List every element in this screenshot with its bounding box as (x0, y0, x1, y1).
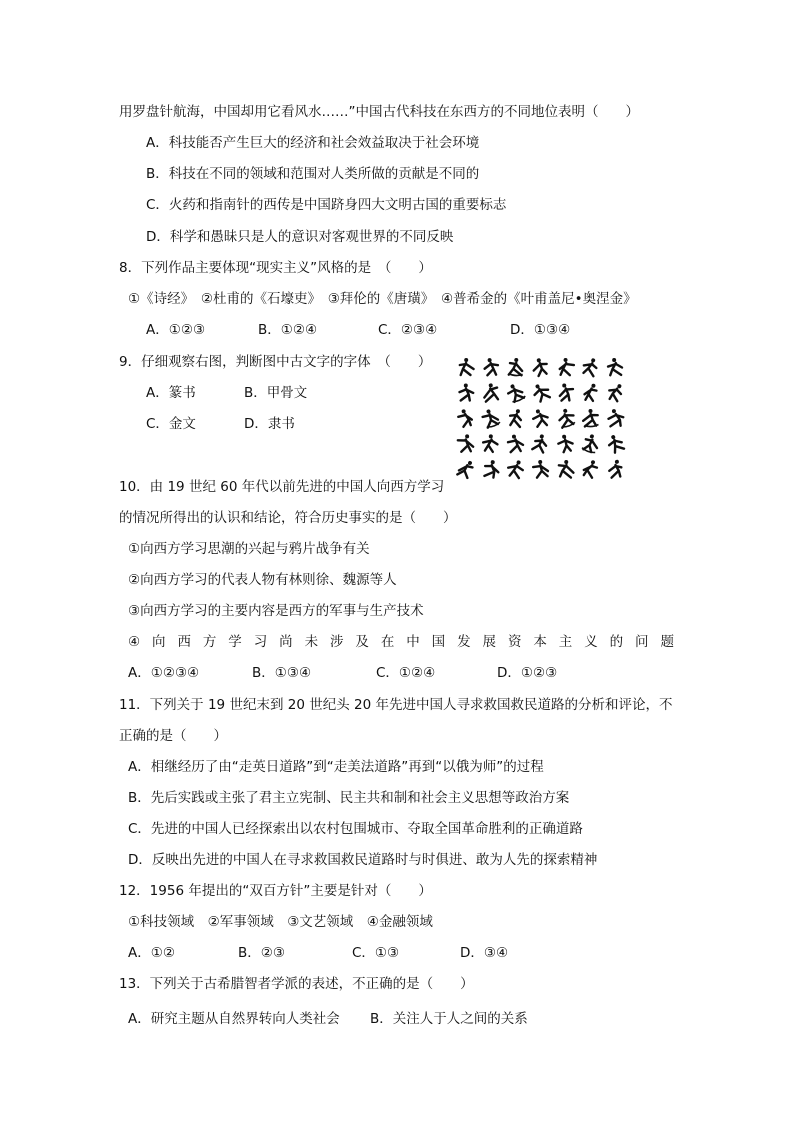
q10-s4-char: 西 (177, 634, 191, 650)
pictogram-glyph (608, 409, 624, 427)
pictogram-glyph (606, 433, 625, 454)
q10-s4-char: 问 (635, 634, 649, 650)
q10-s4-char: 未 (304, 634, 319, 650)
q9-option-d: D．隶书 (244, 416, 295, 432)
pictogram-glyph (558, 459, 575, 478)
q10-stem-line1: 10．由 19 世纪 60 年代以前先进的中国人向西方学习 (119, 479, 445, 495)
pictogram-glyph (507, 434, 523, 452)
pictogram-glyph (556, 407, 576, 428)
pictogram-glyph (460, 384, 474, 401)
q7-option-d: D．科学和愚昧只是人的意识对客观世界的不同反映 (146, 229, 454, 245)
ancient-script-pictogram-figure (456, 356, 636, 486)
q10-option-c: C．①②④ (376, 665, 436, 681)
q13-option-a: A．研究主题从自然界转向人类社会 (128, 1011, 340, 1027)
q8-option-b: B．①②④ (258, 322, 318, 338)
q13-stem: 13．下列关于古希腊智者学派的表述，不正确的是（ ） (119, 976, 474, 992)
q10-statement-2: ②向西方学习的代表人物有林则徐、魏源等人 (128, 572, 397, 588)
pictogram-glyph (607, 382, 624, 402)
pictogram-glyph (506, 458, 525, 478)
q10-s4-char: 的 (609, 634, 624, 650)
q9-option-a: A．篆书 (146, 385, 196, 401)
q8-items: ①《诗经》 ②杜甫的《石壕吏》 ③拜伦的《唐璜》 ④普希金的《叶甫盖尼•奥涅金》 (128, 291, 637, 307)
q10-s4-char: 主 (558, 634, 573, 650)
pictogram-glyph (581, 356, 599, 376)
pictogram-glyph (481, 407, 501, 428)
pictogram-glyph (483, 459, 500, 478)
q7-option-b: B．科技在不同的领域和范围对人类所做的贡献是不同的 (146, 166, 480, 182)
q11-option-c: C．先进的中国人已经探索出以农村包围城市、夺取全国革命胜利的正确道路 (128, 821, 583, 837)
q10-s4-char: 方 (202, 634, 217, 650)
pictogram-glyph (532, 459, 548, 478)
pictogram-glyph (608, 459, 623, 478)
pictogram-glyph (460, 358, 474, 375)
pictogram-glyph (457, 458, 474, 478)
q10-s4-char: 发 (457, 634, 471, 650)
q10-statement-1: ①向西方学习思潮的兴起与鸦片战争有关 (128, 541, 370, 557)
pictogram-glyph (608, 358, 622, 375)
pictogram-glyph (531, 357, 549, 377)
q11-stem-line1: 11．下列关于 19 世纪末到 20 世纪头 20 年先进中国人寻求救国救民道路的分析和评论，不 (119, 697, 673, 713)
q10-s4-char: 习 (253, 634, 268, 650)
q10-s4-char: 本 (533, 634, 547, 650)
pictogram-glyph (559, 383, 573, 400)
q12-option-b: B．②③ (238, 945, 285, 961)
q10-s4-char: 题 (660, 634, 674, 650)
pictogram-glyph (532, 408, 549, 427)
pictogram-glyph (508, 408, 523, 427)
q10-s4-char: 资 (507, 634, 522, 650)
q7-option-c: C．火药和指南针的西传是中国跻身四大文明古国的重要标志 (146, 197, 507, 213)
pictogram-glyph (582, 433, 601, 454)
q7-option-a: A．科技能否产生巨大的经济和社会效益取决于社会环境 (146, 135, 480, 151)
pictogram-glyph (557, 433, 574, 453)
q10-s4-char: 涉 (329, 634, 344, 650)
q7-stem: 用罗盘针航海，中国却用它看风水……”中国古代科技在东西方的不同地位表明（ ） (119, 104, 639, 120)
q10-s4-char: 及 (355, 634, 369, 650)
q10-stem-line2: 的情况所得出的认识和结论，符合历史事实的是（ ） (119, 510, 457, 526)
q10-s4-char: 尚 (279, 634, 293, 650)
q10-s4-char: 展 (482, 634, 497, 650)
pictogram-glyph (509, 358, 524, 376)
pictogram-glyph (582, 458, 598, 478)
q9-option-c: C．金文 (146, 416, 196, 432)
q10-option-b: B．①③④ (252, 665, 312, 681)
q12-option-c: C．①③ (352, 945, 400, 961)
pictogram-glyph (531, 381, 551, 403)
pictogram-glyph (458, 434, 474, 452)
q12-option-a: A．①② (128, 945, 175, 961)
q9-stem: 9．仔细观察右图，判断图中古文字的字体 （ ） (119, 354, 432, 370)
q11-stem-line2: 正确的是（ ） (119, 728, 227, 744)
pictogram-glyph (457, 408, 473, 427)
q10-s4-char: 学 (228, 634, 242, 650)
q9-option-b: B．甲骨文 (244, 385, 308, 401)
q10-s4-char: 在 (380, 634, 395, 650)
pictogram-glyph (532, 433, 549, 453)
q10-s4-char: 向 (152, 634, 166, 650)
q8-option-d: D．①③④ (510, 322, 571, 338)
q10-option-a: A．①②③④ (128, 665, 200, 681)
q11-option-d: D．反映出先进的中国人在寻求救国救民道路时与时俱进、敢为人先的探索精神 (128, 852, 598, 868)
q8-option-a: A．①②③ (146, 322, 206, 338)
q10-s4-char: 义 (584, 634, 598, 650)
q10-statement-4 (128, 633, 674, 651)
pictogram-glyph (584, 383, 598, 401)
pictogram-glyph (505, 381, 525, 403)
q10-s4-char: ④ (128, 634, 141, 650)
pictogram-glyph (560, 358, 575, 375)
pictogram-glyph (582, 409, 598, 428)
q11-option-a: A．相继经历了由“走英日道路”到“走美法道路”再到“以俄为师”的过程 (128, 759, 544, 775)
q8-stem: 8．下列作品主要体现“现实主义”风格的是 （ ） (119, 260, 432, 276)
q10-statement-3: ③向西方学习的主要内容是西方的军事与生产技术 (128, 603, 424, 619)
q12-option-d: D．③④ (460, 945, 509, 961)
pictogram-glyph (482, 382, 499, 401)
q10-option-d: D．①②③ (497, 665, 558, 681)
q12-stem: 12．1956 年提出的“双百方针”主要是针对（ ） (119, 883, 432, 899)
q11-option-b: B．先后实践或主张了君主立宪制、民主共和制和社会主义思想等政治方案 (128, 790, 570, 806)
pictogram-glyph (484, 358, 499, 376)
q12-items: ①科技领域 ②军事领域 ③文艺领域 ④金融领域 (128, 914, 433, 930)
q10-s4-char: 国 (431, 634, 446, 650)
q8-option-c: C．②③④ (378, 322, 438, 338)
q10-s4-char: 中 (406, 634, 420, 650)
pictogram-glyph (482, 433, 499, 452)
q13-option-b: B．关注人于人之间的关系 (370, 1011, 528, 1027)
